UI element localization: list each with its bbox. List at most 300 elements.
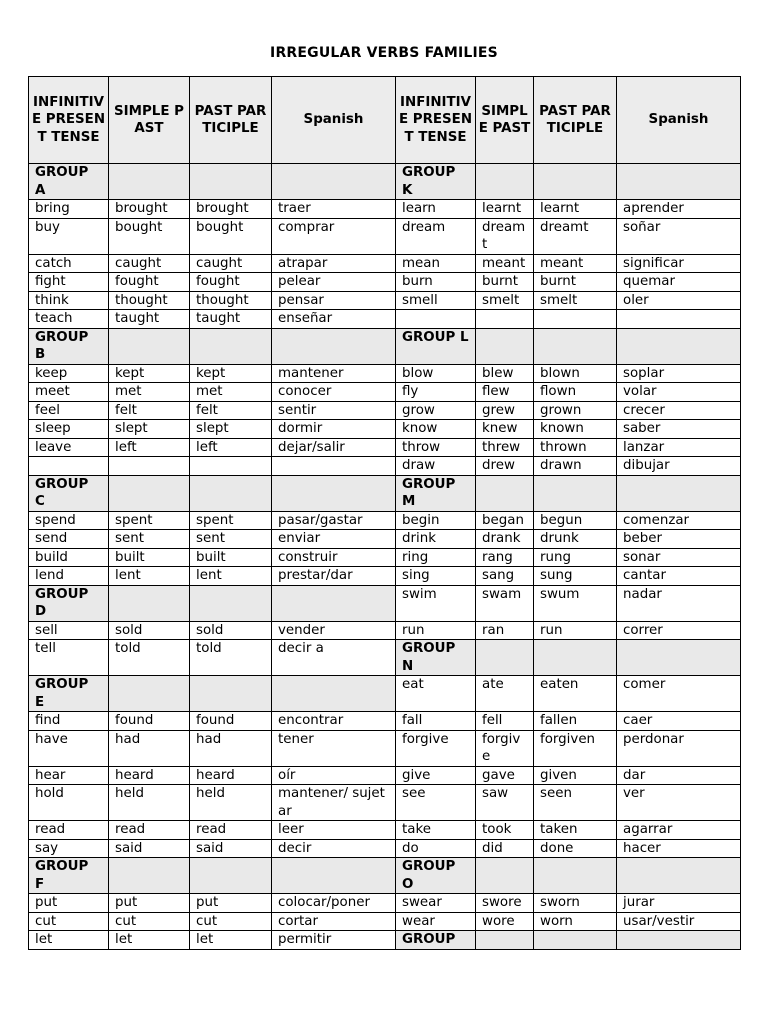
cell-spanish-left: oír bbox=[272, 766, 396, 785]
cell-infinitive-right: learn bbox=[396, 200, 476, 219]
cell-spanish-left: encontrar bbox=[272, 712, 396, 731]
cell-past-participle-right: rung bbox=[534, 548, 617, 567]
header-infinitive-left: INFINITIVE PRESENT TENSE bbox=[29, 77, 109, 164]
group-label-cell: GROUP N bbox=[396, 640, 476, 676]
cell-past-participle-right: drawn bbox=[534, 457, 617, 476]
table-row bbox=[29, 766, 741, 785]
cell-infinitive-left: let bbox=[29, 931, 109, 950]
cell-spanish-right: usar/vestir bbox=[617, 912, 741, 931]
cell-past-participle-right: learnt bbox=[534, 200, 617, 219]
cell-simple-past-left bbox=[109, 457, 190, 476]
cell-simple-past-right bbox=[476, 640, 534, 676]
cell-spanish-left bbox=[272, 858, 396, 894]
cell-infinitive-right: throw bbox=[396, 438, 476, 457]
header-infinitive-right: INFINITIVE PRESENT TENSE bbox=[396, 77, 476, 164]
cell-spanish-right: dar bbox=[617, 766, 741, 785]
cell-spanish-right bbox=[617, 310, 741, 329]
table-row bbox=[29, 328, 741, 364]
cell-spanish-right: agarrar bbox=[617, 821, 741, 840]
cell-infinitive-right: run bbox=[396, 621, 476, 640]
cell-spanish-left bbox=[272, 328, 396, 364]
cell-infinitive-right: do bbox=[396, 839, 476, 858]
cell-spanish-left: leer bbox=[272, 821, 396, 840]
cell-infinitive-right: sing bbox=[396, 567, 476, 586]
cell-past-participle-left: had bbox=[190, 730, 272, 766]
table-row bbox=[29, 200, 741, 219]
cell-past-participle-left: caught bbox=[190, 254, 272, 273]
cell-simple-past-left: heard bbox=[109, 766, 190, 785]
cell-infinitive-left: sell bbox=[29, 621, 109, 640]
cell-simple-past-left: felt bbox=[109, 401, 190, 420]
cell-infinitive-left: tell bbox=[29, 640, 109, 676]
cell-past-participle-left: put bbox=[190, 894, 272, 913]
cell-past-participle-left: fought bbox=[190, 273, 272, 292]
cell-spanish-right: hacer bbox=[617, 839, 741, 858]
cell-past-participle-left: spent bbox=[190, 511, 272, 530]
cell-past-participle-left: met bbox=[190, 383, 272, 402]
cell-simple-past-left: taught bbox=[109, 310, 190, 329]
table-row bbox=[29, 438, 741, 457]
cell-infinitive-right: mean bbox=[396, 254, 476, 273]
cell-past-participle-right: taken bbox=[534, 821, 617, 840]
table-row bbox=[29, 585, 741, 621]
cell-infinitive-left: keep bbox=[29, 364, 109, 383]
cell-infinitive-left: have bbox=[29, 730, 109, 766]
table-row bbox=[29, 164, 741, 200]
cell-simple-past-left: had bbox=[109, 730, 190, 766]
cell-spanish-right: perdonar bbox=[617, 730, 741, 766]
table-row bbox=[29, 420, 741, 439]
table-row bbox=[29, 567, 741, 586]
cell-spanish-right: correr bbox=[617, 621, 741, 640]
cell-simple-past-right: saw bbox=[476, 785, 534, 821]
cell-past-participle-right bbox=[534, 640, 617, 676]
cell-past-participle-left: lent bbox=[190, 567, 272, 586]
cell-spanish-left: enviar bbox=[272, 530, 396, 549]
table-row bbox=[29, 621, 741, 640]
cell-past-participle-right: smelt bbox=[534, 291, 617, 310]
cell-infinitive-right bbox=[396, 310, 476, 329]
cell-past-participle-right: begun bbox=[534, 511, 617, 530]
table-row bbox=[29, 640, 741, 676]
cell-simple-past-right: knew bbox=[476, 420, 534, 439]
cell-spanish-left: atrapar bbox=[272, 254, 396, 273]
cell-simple-past-left bbox=[109, 475, 190, 511]
cell-spanish-right: dibujar bbox=[617, 457, 741, 476]
cell-infinitive-left: hold bbox=[29, 785, 109, 821]
cell-past-participle-right: run bbox=[534, 621, 617, 640]
cell-spanish-left: decir a bbox=[272, 640, 396, 676]
table-header bbox=[29, 77, 741, 164]
table-row bbox=[29, 530, 741, 549]
cell-simple-past-right bbox=[476, 931, 534, 950]
cell-infinitive-left: leave bbox=[29, 438, 109, 457]
cell-past-participle-left bbox=[190, 328, 272, 364]
cell-simple-past-right: flew bbox=[476, 383, 534, 402]
cell-infinitive-left: teach bbox=[29, 310, 109, 329]
table-row bbox=[29, 676, 741, 712]
cell-spanish-right bbox=[617, 328, 741, 364]
cell-infinitive-left: buy bbox=[29, 218, 109, 254]
cell-past-participle-left bbox=[190, 676, 272, 712]
cell-simple-past-right: sang bbox=[476, 567, 534, 586]
table-row bbox=[29, 839, 741, 858]
cell-past-participle-left: said bbox=[190, 839, 272, 858]
table-body bbox=[29, 164, 741, 950]
cell-infinitive-right: begin bbox=[396, 511, 476, 530]
cell-infinitive-left: think bbox=[29, 291, 109, 310]
table-row bbox=[29, 712, 741, 731]
cell-past-participle-left: read bbox=[190, 821, 272, 840]
table-row bbox=[29, 548, 741, 567]
cell-infinitive-left: spend bbox=[29, 511, 109, 530]
cell-simple-past-left: built bbox=[109, 548, 190, 567]
cell-simple-past-right bbox=[476, 858, 534, 894]
cell-infinitive-right: fall bbox=[396, 712, 476, 731]
cell-simple-past-right: forgive bbox=[476, 730, 534, 766]
cell-simple-past-right: began bbox=[476, 511, 534, 530]
cell-spanish-left bbox=[272, 164, 396, 200]
table-row bbox=[29, 912, 741, 931]
cell-simple-past-left: lent bbox=[109, 567, 190, 586]
cell-past-participle-left: found bbox=[190, 712, 272, 731]
cell-simple-past-left: let bbox=[109, 931, 190, 950]
cell-past-participle-right: given bbox=[534, 766, 617, 785]
cell-spanish-left: decir bbox=[272, 839, 396, 858]
cell-past-participle-right: fallen bbox=[534, 712, 617, 731]
group-label-cell: GROUP D bbox=[29, 585, 109, 621]
cell-spanish-left: construir bbox=[272, 548, 396, 567]
cell-past-participle-right: known bbox=[534, 420, 617, 439]
table-row bbox=[29, 457, 741, 476]
cell-spanish-right bbox=[617, 640, 741, 676]
cell-past-participle-left: sold bbox=[190, 621, 272, 640]
cell-past-participle-left bbox=[190, 475, 272, 511]
cell-simple-past-right: drank bbox=[476, 530, 534, 549]
cell-simple-past-right bbox=[476, 475, 534, 511]
cell-simple-past-right: blew bbox=[476, 364, 534, 383]
cell-spanish-left: pensar bbox=[272, 291, 396, 310]
cell-past-participle-right: swum bbox=[534, 585, 617, 621]
cell-simple-past-left: put bbox=[109, 894, 190, 913]
cell-simple-past-left bbox=[109, 585, 190, 621]
cell-past-participle-right: sworn bbox=[534, 894, 617, 913]
cell-simple-past-left: bought bbox=[109, 218, 190, 254]
table-row bbox=[29, 931, 741, 950]
header-spanish-left: Spanish bbox=[272, 77, 396, 164]
cell-simple-past-right: swore bbox=[476, 894, 534, 913]
cell-spanish-left: mantener/ sujetar bbox=[272, 785, 396, 821]
cell-infinitive-right: ring bbox=[396, 548, 476, 567]
cell-infinitive-right: grow bbox=[396, 401, 476, 420]
cell-simple-past-left bbox=[109, 676, 190, 712]
cell-infinitive-right: swim bbox=[396, 585, 476, 621]
cell-spanish-right: crecer bbox=[617, 401, 741, 420]
cell-infinitive-right: blow bbox=[396, 364, 476, 383]
cell-spanish-left bbox=[272, 457, 396, 476]
cell-past-participle-right: burnt bbox=[534, 273, 617, 292]
cell-infinitive-left: put bbox=[29, 894, 109, 913]
table-row bbox=[29, 821, 741, 840]
cell-spanish-left: pelear bbox=[272, 273, 396, 292]
cell-spanish-left: comprar bbox=[272, 218, 396, 254]
cell-simple-past-right: burnt bbox=[476, 273, 534, 292]
cell-past-participle-right: blown bbox=[534, 364, 617, 383]
cell-spanish-left bbox=[272, 475, 396, 511]
cell-spanish-right: aprender bbox=[617, 200, 741, 219]
cell-simple-past-right: ran bbox=[476, 621, 534, 640]
group-label-cell: GROUP B bbox=[29, 328, 109, 364]
cell-simple-past-right bbox=[476, 310, 534, 329]
cell-spanish-right: ver bbox=[617, 785, 741, 821]
cell-infinitive-right: forgive bbox=[396, 730, 476, 766]
cell-past-participle-right bbox=[534, 858, 617, 894]
cell-spanish-right: lanzar bbox=[617, 438, 741, 457]
cell-simple-past-left: caught bbox=[109, 254, 190, 273]
table-row bbox=[29, 785, 741, 821]
cell-infinitive-left: hear bbox=[29, 766, 109, 785]
group-label-cell: GROUP L bbox=[396, 328, 476, 364]
cell-past-participle-right: drunk bbox=[534, 530, 617, 549]
cell-simple-past-left: spent bbox=[109, 511, 190, 530]
cell-spanish-left: tener bbox=[272, 730, 396, 766]
cell-past-participle-right: forgiven bbox=[534, 730, 617, 766]
cell-simple-past-left: slept bbox=[109, 420, 190, 439]
cell-infinitive-left: say bbox=[29, 839, 109, 858]
cell-past-participle-right bbox=[534, 310, 617, 329]
cell-spanish-left bbox=[272, 585, 396, 621]
cell-past-participle-left: cut bbox=[190, 912, 272, 931]
cell-simple-past-left: said bbox=[109, 839, 190, 858]
table-row bbox=[29, 310, 741, 329]
cell-past-participle-left: felt bbox=[190, 401, 272, 420]
cell-infinitive-right: know bbox=[396, 420, 476, 439]
cell-spanish-left bbox=[272, 676, 396, 712]
cell-past-participle-left: thought bbox=[190, 291, 272, 310]
cell-spanish-left: traer bbox=[272, 200, 396, 219]
cell-past-participle-right: eaten bbox=[534, 676, 617, 712]
cell-spanish-left: colocar/poner bbox=[272, 894, 396, 913]
cell-infinitive-left: find bbox=[29, 712, 109, 731]
cell-past-participle-left: brought bbox=[190, 200, 272, 219]
cell-simple-past-left: cut bbox=[109, 912, 190, 931]
cell-simple-past-left: left bbox=[109, 438, 190, 457]
group-label-cell: GROUP A bbox=[29, 164, 109, 200]
cell-spanish-left: conocer bbox=[272, 383, 396, 402]
cell-simple-past-left: brought bbox=[109, 200, 190, 219]
cell-spanish-left: pasar/gastar bbox=[272, 511, 396, 530]
cell-simple-past-left: sent bbox=[109, 530, 190, 549]
cell-simple-past-right: fell bbox=[476, 712, 534, 731]
group-label-cell: GROUP O bbox=[396, 858, 476, 894]
cell-past-participle-left: heard bbox=[190, 766, 272, 785]
cell-past-participle-left: built bbox=[190, 548, 272, 567]
header-past-participle-left: PAST PARTICIPLE bbox=[190, 77, 272, 164]
cell-spanish-left: vender bbox=[272, 621, 396, 640]
table-row bbox=[29, 383, 741, 402]
cell-past-participle-left: left bbox=[190, 438, 272, 457]
cell-past-participle-right: flown bbox=[534, 383, 617, 402]
cell-simple-past-right: meant bbox=[476, 254, 534, 273]
cell-simple-past-right: swam bbox=[476, 585, 534, 621]
header-simple-past-left: SIMPLE PAST bbox=[109, 77, 190, 164]
cell-simple-past-left: met bbox=[109, 383, 190, 402]
cell-spanish-left: permitir bbox=[272, 931, 396, 950]
cell-infinitive-right: drink bbox=[396, 530, 476, 549]
cell-simple-past-right: grew bbox=[476, 401, 534, 420]
header-simple-past-right: SIMPLE PAST bbox=[476, 77, 534, 164]
cell-spanish-right: sonar bbox=[617, 548, 741, 567]
cell-spanish-right: oler bbox=[617, 291, 741, 310]
cell-simple-past-left: read bbox=[109, 821, 190, 840]
table-row bbox=[29, 254, 741, 273]
cell-past-participle-right: grown bbox=[534, 401, 617, 420]
cell-past-participle-right: seen bbox=[534, 785, 617, 821]
cell-spanish-right: cantar bbox=[617, 567, 741, 586]
cell-simple-past-right: drew bbox=[476, 457, 534, 476]
table-row bbox=[29, 401, 741, 420]
cell-infinitive-left: bring bbox=[29, 200, 109, 219]
cell-spanish-right: caer bbox=[617, 712, 741, 731]
table-row bbox=[29, 894, 741, 913]
cell-simple-past-right: smelt bbox=[476, 291, 534, 310]
cell-spanish-right: jurar bbox=[617, 894, 741, 913]
group-label-cell: GROUP C bbox=[29, 475, 109, 511]
cell-past-participle-left bbox=[190, 457, 272, 476]
cell-simple-past-left bbox=[109, 858, 190, 894]
cell-simple-past-right: took bbox=[476, 821, 534, 840]
cell-simple-past-right: rang bbox=[476, 548, 534, 567]
cell-infinitive-left: build bbox=[29, 548, 109, 567]
cell-past-participle-right: meant bbox=[534, 254, 617, 273]
cell-past-participle-left: let bbox=[190, 931, 272, 950]
cell-simple-past-right: gave bbox=[476, 766, 534, 785]
cell-past-participle-right bbox=[534, 475, 617, 511]
cell-simple-past-left: kept bbox=[109, 364, 190, 383]
cell-past-participle-right bbox=[534, 328, 617, 364]
group-label-cell: GROUP K bbox=[396, 164, 476, 200]
cell-simple-past-right: dreamt bbox=[476, 218, 534, 254]
cell-infinitive-left: lend bbox=[29, 567, 109, 586]
cell-past-participle-left bbox=[190, 858, 272, 894]
cell-infinitive-right: see bbox=[396, 785, 476, 821]
page-title: IRREGULAR VERBS FAMILIES bbox=[270, 45, 498, 61]
cell-infinitive-left bbox=[29, 457, 109, 476]
table-row bbox=[29, 273, 741, 292]
cell-infinitive-right: eat bbox=[396, 676, 476, 712]
cell-spanish-left: dejar/salir bbox=[272, 438, 396, 457]
cell-infinitive-right: fly bbox=[396, 383, 476, 402]
table-row bbox=[29, 858, 741, 894]
cell-spanish-right: soñar bbox=[617, 218, 741, 254]
cell-spanish-right bbox=[617, 931, 741, 950]
cell-infinitive-right: burn bbox=[396, 273, 476, 292]
cell-infinitive-left: fight bbox=[29, 273, 109, 292]
cell-simple-past-right: threw bbox=[476, 438, 534, 457]
group-label-cell: GROUP E bbox=[29, 676, 109, 712]
cell-past-participle-left: slept bbox=[190, 420, 272, 439]
cell-infinitive-right: draw bbox=[396, 457, 476, 476]
group-label-cell: GROUP F bbox=[29, 858, 109, 894]
cell-infinitive-left: cut bbox=[29, 912, 109, 931]
verbs-table bbox=[28, 76, 741, 950]
cell-simple-past-left: told bbox=[109, 640, 190, 676]
cell-past-participle-right: worn bbox=[534, 912, 617, 931]
cell-simple-past-right bbox=[476, 328, 534, 364]
cell-infinitive-left: feel bbox=[29, 401, 109, 420]
cell-infinitive-right: wear bbox=[396, 912, 476, 931]
cell-past-participle-left: told bbox=[190, 640, 272, 676]
header-past-participle-right: PAST PARTICIPLE bbox=[534, 77, 617, 164]
cell-spanish-left: enseñar bbox=[272, 310, 396, 329]
table-row bbox=[29, 730, 741, 766]
cell-simple-past-left: held bbox=[109, 785, 190, 821]
cell-simple-past-right bbox=[476, 164, 534, 200]
cell-infinitive-right: smell bbox=[396, 291, 476, 310]
cell-spanish-right: saber bbox=[617, 420, 741, 439]
cell-spanish-right: nadar bbox=[617, 585, 741, 621]
cell-spanish-right: volar bbox=[617, 383, 741, 402]
cell-infinitive-right: swear bbox=[396, 894, 476, 913]
cell-spanish-right bbox=[617, 475, 741, 511]
cell-simple-past-left: found bbox=[109, 712, 190, 731]
cell-spanish-left: prestar/dar bbox=[272, 567, 396, 586]
table-row bbox=[29, 364, 741, 383]
cell-spanish-left: dormir bbox=[272, 420, 396, 439]
cell-past-participle-right bbox=[534, 164, 617, 200]
group-label-cell: GROUP bbox=[396, 931, 476, 950]
cell-infinitive-right: give bbox=[396, 766, 476, 785]
cell-simple-past-right: ate bbox=[476, 676, 534, 712]
cell-spanish-right: quemar bbox=[617, 273, 741, 292]
cell-infinitive-left: send bbox=[29, 530, 109, 549]
cell-spanish-right: soplar bbox=[617, 364, 741, 383]
cell-spanish-right bbox=[617, 164, 741, 200]
cell-spanish-left: cortar bbox=[272, 912, 396, 931]
cell-simple-past-right: learnt bbox=[476, 200, 534, 219]
cell-infinitive-left: sleep bbox=[29, 420, 109, 439]
cell-past-participle-left bbox=[190, 164, 272, 200]
cell-past-participle-left: held bbox=[190, 785, 272, 821]
cell-simple-past-right: did bbox=[476, 839, 534, 858]
cell-spanish-right: comenzar bbox=[617, 511, 741, 530]
cell-past-participle-right: sung bbox=[534, 567, 617, 586]
cell-spanish-right bbox=[617, 858, 741, 894]
cell-simple-past-left bbox=[109, 164, 190, 200]
cell-simple-past-left bbox=[109, 328, 190, 364]
cell-spanish-right: significar bbox=[617, 254, 741, 273]
cell-simple-past-left: thought bbox=[109, 291, 190, 310]
cell-past-participle-right: dreamt bbox=[534, 218, 617, 254]
cell-past-participle-left: taught bbox=[190, 310, 272, 329]
cell-past-participle-left: sent bbox=[190, 530, 272, 549]
cell-infinitive-left: catch bbox=[29, 254, 109, 273]
cell-past-participle-left: bought bbox=[190, 218, 272, 254]
group-label-cell: GROUP M bbox=[396, 475, 476, 511]
cell-spanish-left: mantener bbox=[272, 364, 396, 383]
table-row bbox=[29, 291, 741, 310]
cell-simple-past-left: sold bbox=[109, 621, 190, 640]
cell-simple-past-left: fought bbox=[109, 273, 190, 292]
cell-spanish-right: beber bbox=[617, 530, 741, 549]
cell-infinitive-right: dream bbox=[396, 218, 476, 254]
cell-past-participle-left bbox=[190, 585, 272, 621]
cell-past-participle-right bbox=[534, 931, 617, 950]
cell-infinitive-left: meet bbox=[29, 383, 109, 402]
cell-infinitive-left: read bbox=[29, 821, 109, 840]
cell-spanish-left: sentir bbox=[272, 401, 396, 420]
cell-past-participle-right: thrown bbox=[534, 438, 617, 457]
